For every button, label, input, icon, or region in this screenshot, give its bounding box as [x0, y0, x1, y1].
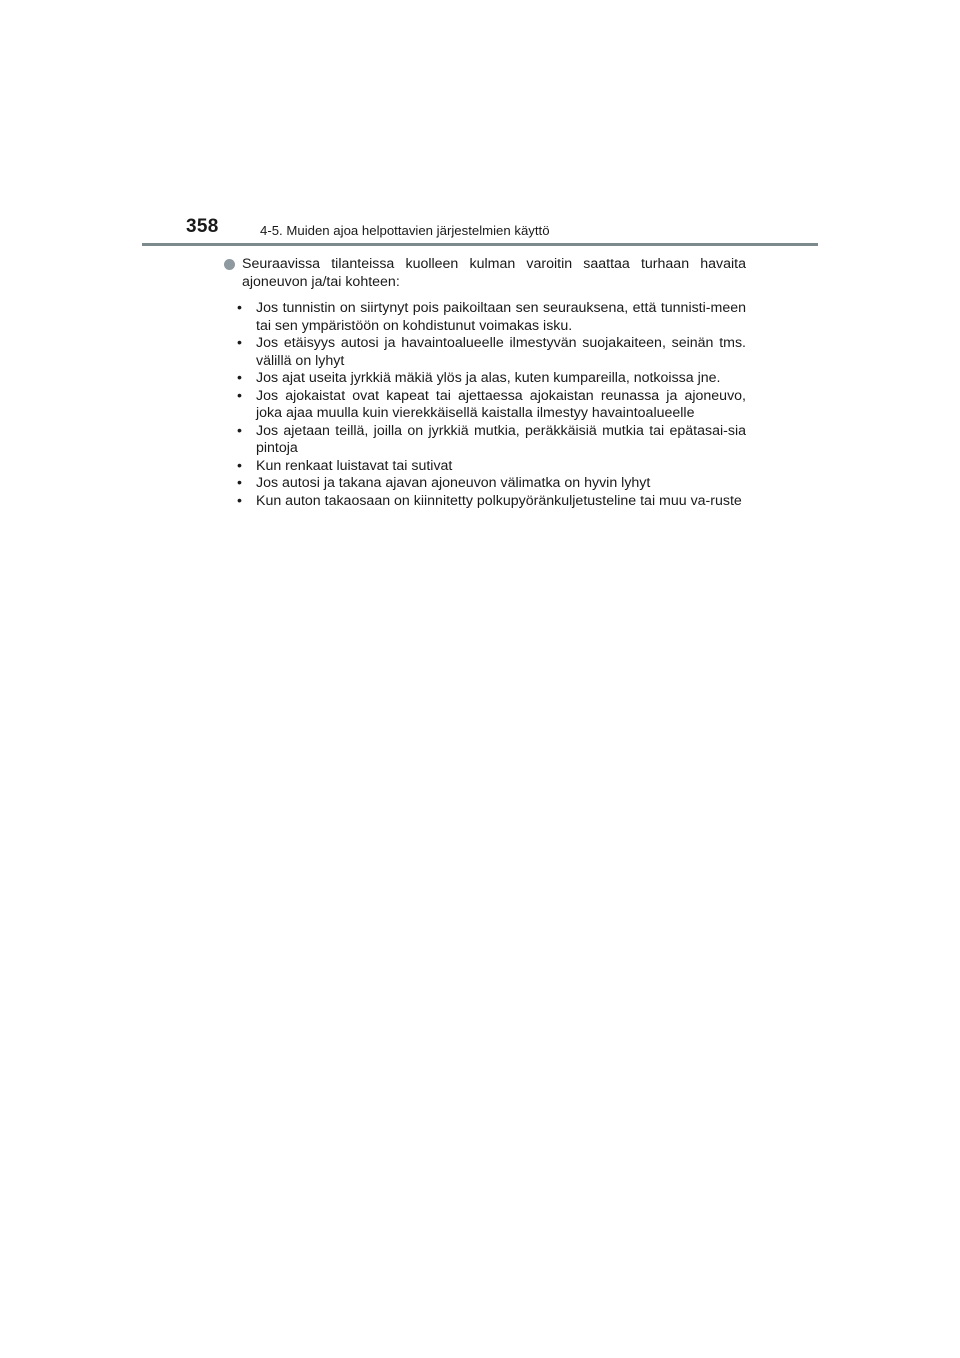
- bullet-icon: •: [237, 475, 242, 491]
- list-item: • Jos etäisyys autosi ja havaintoalueelle ilmestyvän suojakaiteen, seinän tms. välillä on lyhyt: [237, 335, 746, 369]
- list-item: • Jos ajokaistat ovat kapeat tai ajettaessa ajokaistan reunassa ja ajoneuvo, joka ajaa muulla kuin vierekkäisellä kaistalla ilmestyy havaintoalueelle: [237, 387, 746, 421]
- section-title: 4-5. Muiden ajoa helpottavien järjestelmien käyttö: [260, 223, 550, 238]
- header-rule: [142, 243, 818, 246]
- bullet-icon: •: [237, 492, 242, 509]
- bullet-icon: •: [237, 457, 242, 474]
- bullet-icon: •: [237, 422, 242, 439]
- intro-text: Seuraavissa tilanteissa kuolleen kulman varoitin saattaa turhaan havaita ajoneuvon ja/tai kohteen:: [242, 256, 746, 290]
- bullet-icon: •: [237, 370, 242, 386]
- bullet-icon: •: [237, 387, 242, 404]
- bullet-dot-icon: [224, 259, 235, 270]
- list-item: • Kun renkaat luistavat tai sutivat: [237, 457, 453, 474]
- list-item: • Jos ajat useita jyrkkiä mäkiä ylös ja alas, kuten kumpareilla, notkoissa jne.: [237, 370, 721, 386]
- intro-paragraph: [224, 256, 746, 291]
- bullet-icon: •: [237, 300, 242, 316]
- list-item: • Kun auton takaosaan on kiinnitetty polkupyöränkuljetusteline tai muu va-ruste: [237, 492, 742, 509]
- page-number: 358: [186, 216, 219, 237]
- condition-list: [224, 300, 746, 510]
- list-item: • Jos tunnistin on siirtynyt pois paikoiltaan sen seurauksena, että tunnisti-meen tai sen ympäristöön on kohdistunut voimakas isku.: [237, 300, 746, 334]
- content-block: [224, 256, 746, 510]
- list-item: • Jos autosi ja takana ajavan ajoneuvon välimatka on hyvin lyhyt: [237, 475, 651, 491]
- bullet-icon: •: [237, 335, 242, 351]
- list-item: • Jos ajetaan teillä, joilla on jyrkkiä mutkia, peräkkäisiä mutkia tai epätasai-sia pintoja: [237, 422, 746, 456]
